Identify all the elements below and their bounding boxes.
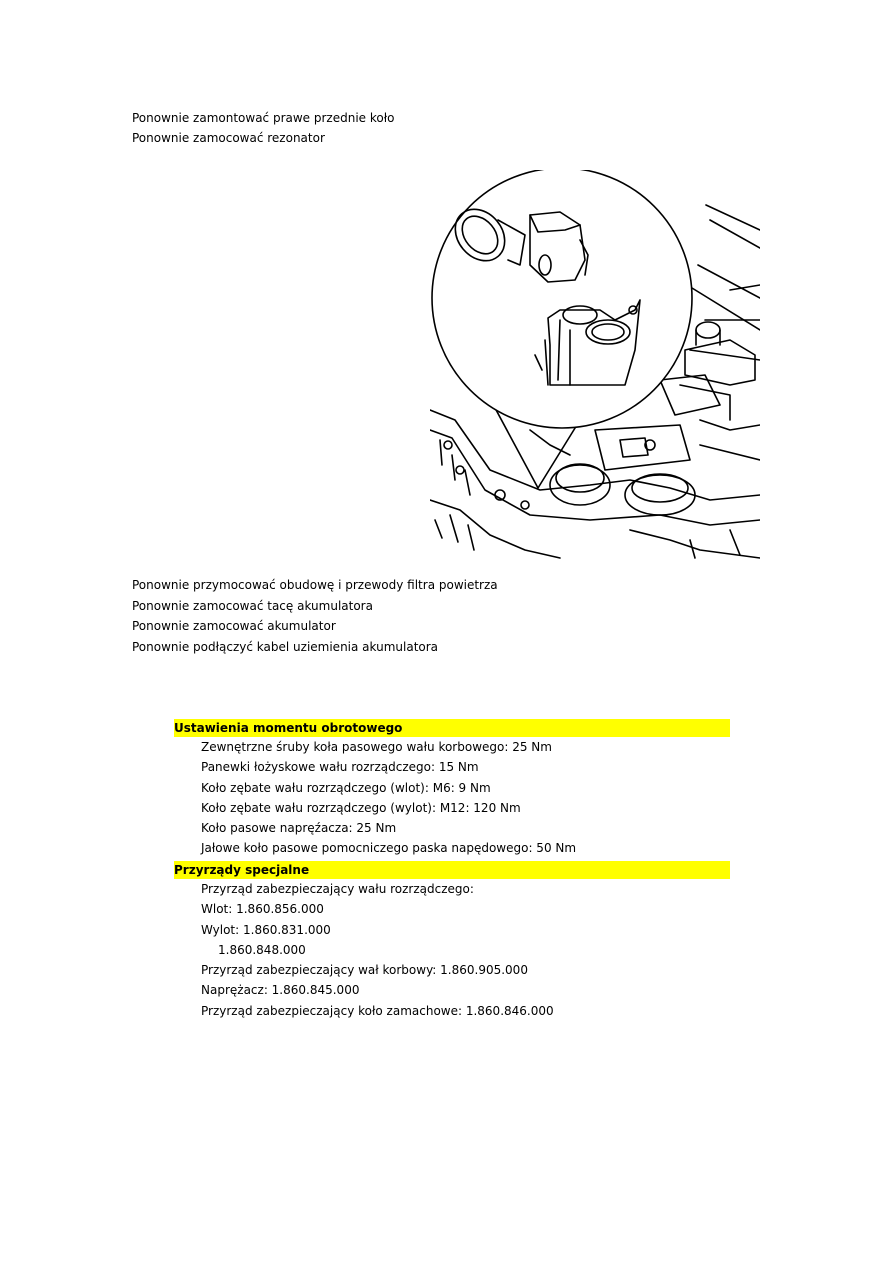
torque-section (174, 719, 730, 859)
tool-item: Wylot: 1.860.831.000 (201, 922, 331, 937)
torque-item: Koło zębate wału rozrządczego (wylot): M12: 120 Nm (201, 800, 521, 815)
tool-item: Przyrząd zabezpieczający koło zamachowe: 1.860.846.000 (201, 1003, 554, 1018)
after-step-2: Ponownie zamocować tacę akumulatora (132, 599, 373, 613)
tool-item: Naprężacz: 1.860.845.000 (201, 983, 360, 998)
after-step-4: Ponownie podłączyć kabel uziemienia akumulatora (132, 640, 439, 654)
torque-item: Koło zębate wału rozrządczego (wlot): M6: 9 Nm (201, 780, 491, 795)
intro-step-2: Ponownie zamocować rezonator (132, 131, 325, 145)
after-step-3: Ponownie zamocować akumulator (132, 619, 336, 633)
torque-item: Jałowe koło pasowe pomocniczego paska napędowego: 50 Nm (201, 841, 577, 856)
tools-section (174, 861, 730, 1021)
torque-item: Zewnętrzne śruby koła pasowego wału korbowego: 25 Nm (201, 740, 552, 754)
tool-item: Przyrząd zabezpieczający wał korbowy: 1.860.905.000 (201, 963, 528, 978)
torque-item: Koło pasowe napręźacza: 25 Nm (201, 821, 397, 836)
torque-heading: Ustawienia momentu obrotowego (174, 719, 730, 737)
torque-item: Panewki łożyskowe wału rozrządczego: 15 Nm (201, 760, 479, 775)
tools-heading: Przyrządy specjalne (174, 861, 730, 879)
tool-item: 1.860.848.000 (218, 942, 306, 957)
intro-step-1: Ponownie zamontować prawe przednie koło (132, 111, 395, 125)
engine-bay-illustration (430, 170, 760, 560)
after-step-1: Ponownie przymocować obudowę i przewody filtra powietrza (132, 578, 498, 592)
tool-item: Przyrząd zabezpieczający wału rozrządczego: (201, 882, 474, 896)
tool-item: Wlot: 1.860.856.000 (201, 902, 324, 917)
